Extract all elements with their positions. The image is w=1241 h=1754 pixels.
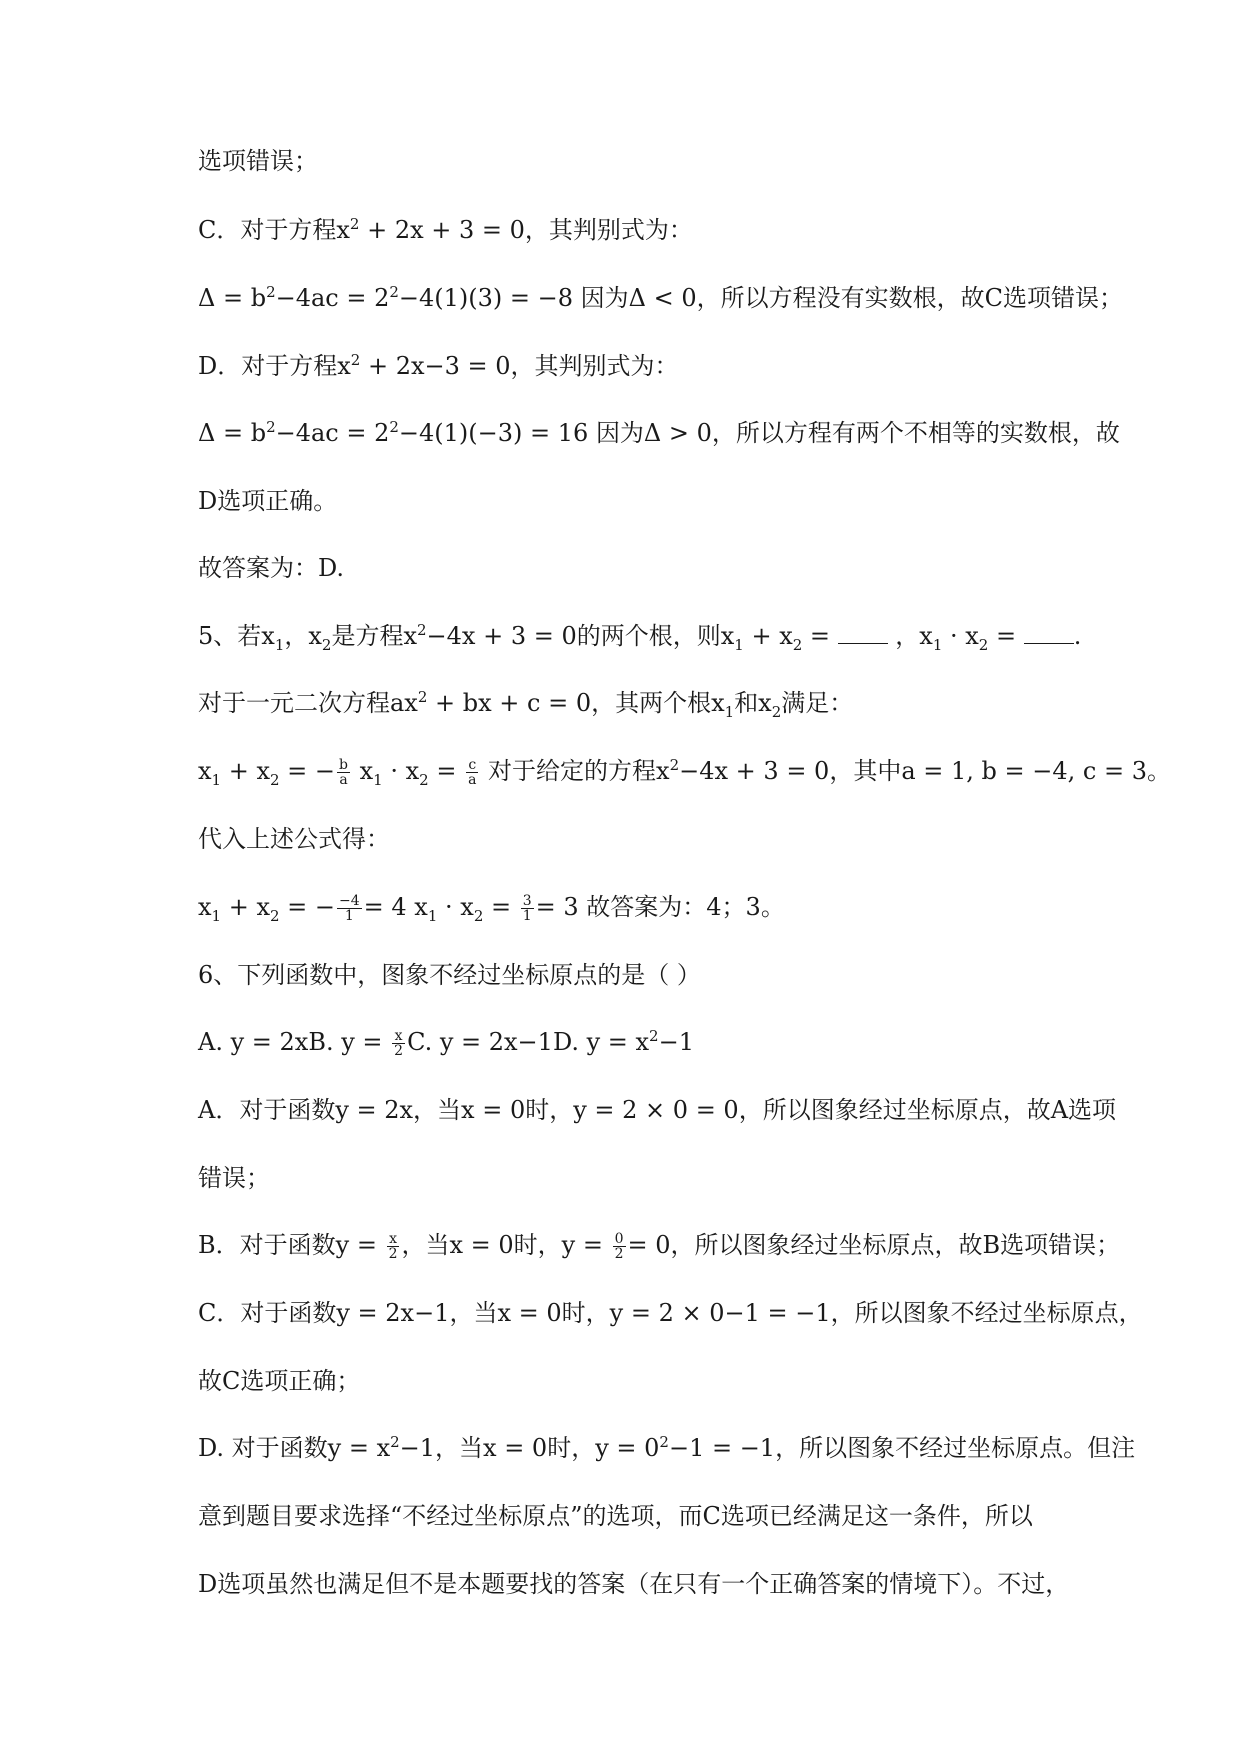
text-line-6: D选项正确。 [198, 487, 338, 515]
fraction-0-over-2: $\frac{0}{2}$ [614, 1231, 624, 1262]
text-line-3: $\Delta = b^2-4ac = 2^2-4(1)(3) = -8$ 因为Δ < 0，所以方程没有实数根，故C选项错误； [198, 283, 1123, 312]
fraction-c-over-a: $\frac{c}{a}$ [468, 757, 477, 788]
text-line-16: 错误； [198, 1164, 270, 1192]
question-6-options: A. y = 2xB. y = $\frac{x}{2}$ C. y = 2x−1D. $y = x^2-1$ [198, 1027, 694, 1059]
question-6: 6、下列函数中，图象不经过坐标原点的是（ ） [198, 961, 701, 989]
text-line-18: C．对于函数y = 2x−1，当x = 0时，y = 2 × 0−1 = −1，所以图象不经过坐标原点， [198, 1299, 1143, 1327]
fraction-3-over-1: $\frac{3}{1}$ [522, 893, 532, 924]
text-line-21: 意到题目要求选择“不经过坐标原点”的选项，而C选项已经满足这一条件，所以 [198, 1502, 1033, 1530]
text-line-22: D选项虽然也满足但不是本题要找的答案（在只有一个正确答案的情境下）。不过， [198, 1570, 1070, 1598]
answer-blank-2 [1024, 625, 1074, 644]
text-line-4: D．对于方程$x^2 + 2x-3 = 0$，其判别式为： [198, 351, 679, 380]
answer-blank-1 [838, 625, 888, 644]
text-line-11: 代入上述公式得： [198, 825, 390, 853]
fraction-x-over-2: $\frac{x}{2}$ [394, 1028, 404, 1059]
text-line-7: 故答案为：D. [198, 554, 345, 582]
text-line-5: $\Delta = b^2-4ac = 2^2-4(1)(-3) = 16$ 因为Δ > 0，所以方程有两个不相等的实数根，故 [198, 418, 1120, 447]
fraction-x-over-2: $\frac{x}{2}$ [388, 1231, 398, 1262]
vieta-formula-line: $x_1 + x_2$ = − $\frac{b}{a}$ $x_1 \cdot x_2$ = $\frac{c}{a}$ 对于给定的方程$x^2-4x + 3 = 0$，其中a = 1, b = −4, c = 3。 [198, 756, 1171, 789]
fraction-neg4-over-1: $\frac{-4}{1}$ [339, 893, 360, 924]
text-line-17: B．对于函数y = $\frac{x}{2}$ ，当x = 0时，y = $\frac{0}{2}$ = 0，所以图象经过坐标原点，故B选项错误； [198, 1231, 1121, 1262]
text-line-15: A．对于函数y = 2x，当x = 0时，y = 2 × 0 = 0，所以图象经过坐标原点，故A选项 [198, 1096, 1117, 1124]
question-5: 5、若$x_1$，$x_2$是方程$x^2-4x + 3 = 0$的两个根，则$x_1 + x_2$ = ，$x_1 \cdot x_2$ = . [198, 621, 1082, 654]
text-line-2: C．对于方程$x^2 + 2x + 3 = 0$，其判别式为： [198, 215, 693, 244]
text-line-19: 故C选项正确； [198, 1367, 361, 1395]
text-line-9: 对于一元二次方程$ax^2$ + bx + c = 0，其两个根$x_1$和$x_2$满足： [198, 688, 854, 721]
vieta-result-line: $x_1 + x_2$ = − $\frac{-4}{1}$ = 4 $x_1 \cdot x_2$ = $\frac{3}{1}$ = 3 故答案为：4；3。 [198, 893, 785, 925]
fraction-b-over-a: $\frac{b}{a}$ [339, 757, 348, 788]
text-line-20: D. 对于函数$y = x^2-1$，当x = 0时，$y = 0^2-1 = -1$，所以图象不经过坐标原点。但注 [198, 1433, 1136, 1462]
text-line-1: 选项错误； [198, 147, 318, 175]
